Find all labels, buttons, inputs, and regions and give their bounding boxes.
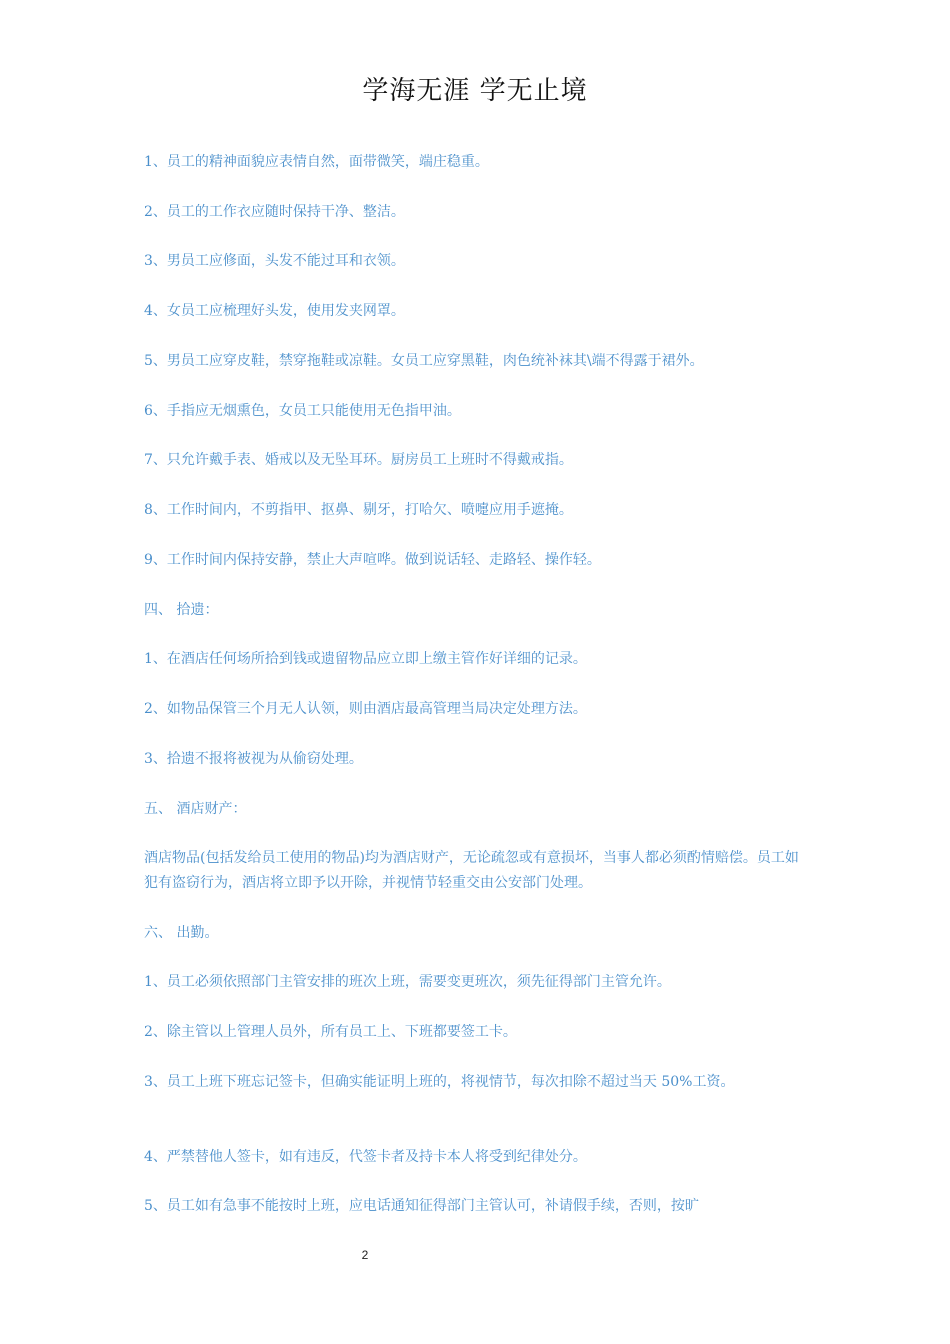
paragraph: 1、员工的精神面貌应表情自然，面带微笑，端庄稳重。 — [144, 154, 489, 170]
paragraph: 5、员工如有急事不能按时上班，应电话通知征得部门主管认可，补请假手续，否则，按旷 — [144, 1198, 699, 1214]
paragraph: 3、员工上班下班忘记签卡，但确实能证明上班的，将视情节，每次扣除不超过当天 50%工资。 — [144, 1074, 735, 1090]
paragraph: 7、只允许戴手表、婚戒以及无坠耳环。厨房员工上班时不得戴戒指。 — [144, 452, 573, 468]
paragraph: 6、手指应无烟熏色，女员工只能使用无色指甲油。 — [144, 403, 461, 419]
paragraph: 2、如物品保管三个月无人认领，则由酒店最高管理当局决定处理方法。 — [144, 701, 587, 717]
paragraph: 4、女员工应梳理好头发，使用发夹网罩。 — [144, 303, 405, 319]
paragraph: 9、工作时间内保持安静，禁止大声喧哗。做到说话轻、走路轻、操作轻。 — [144, 552, 601, 568]
paragraph: 酒店物品(包括发给员工使用的物品)均为酒店财产，无论疏忽或有意损坏，当事人都必须酌情赔偿。员工如犯有盗窃行为，酒店将立即予以开除，并视情节轻重交由公安部门处理。 — [144, 850, 799, 891]
section-heading: 五、 酒店财产： — [144, 801, 247, 817]
paragraph: 3、拾遗不报将被视为从偷窃处理。 — [144, 751, 363, 767]
paragraph: 5、男员工应穿皮鞋，禁穿拖鞋或凉鞋。女员工应穿黑鞋，肉色统补袜其\端不得露于裙外。 — [144, 353, 704, 369]
paragraph: 3、男员工应修面，头发不能过耳和衣领。 — [144, 253, 405, 269]
page-header-title: 学海无涯 学无止境 — [362, 76, 588, 106]
paragraph: 4、严禁替他人签卡，如有违反，代签卡者及持卡本人将受到纪律处分。 — [144, 1149, 587, 1165]
paragraph: 1、员工必须依照部门主管安排的班次上班，需要变更班次，须先征得部门主管允许。 — [144, 974, 671, 990]
paragraph: 2、员工的工作衣应随时保持干净、整洁。 — [144, 204, 405, 220]
section-heading: 四、 拾遗： — [144, 602, 219, 618]
paragraph: 1、在酒店任何场所拾到钱或遗留物品应立即上缴主管作好详细的记录。 — [144, 651, 587, 667]
page-number: 2 — [361, 1248, 369, 1262]
section-heading: 六、 出勤。 — [144, 925, 219, 941]
paragraph: 8、工作时间内，不剪指甲、抠鼻、剔牙，打哈欠、喷嚏应用手遮掩。 — [144, 502, 573, 518]
paragraph: 2、除主管以上管理人员外，所有员工上、下班都要签工卡。 — [144, 1024, 517, 1040]
